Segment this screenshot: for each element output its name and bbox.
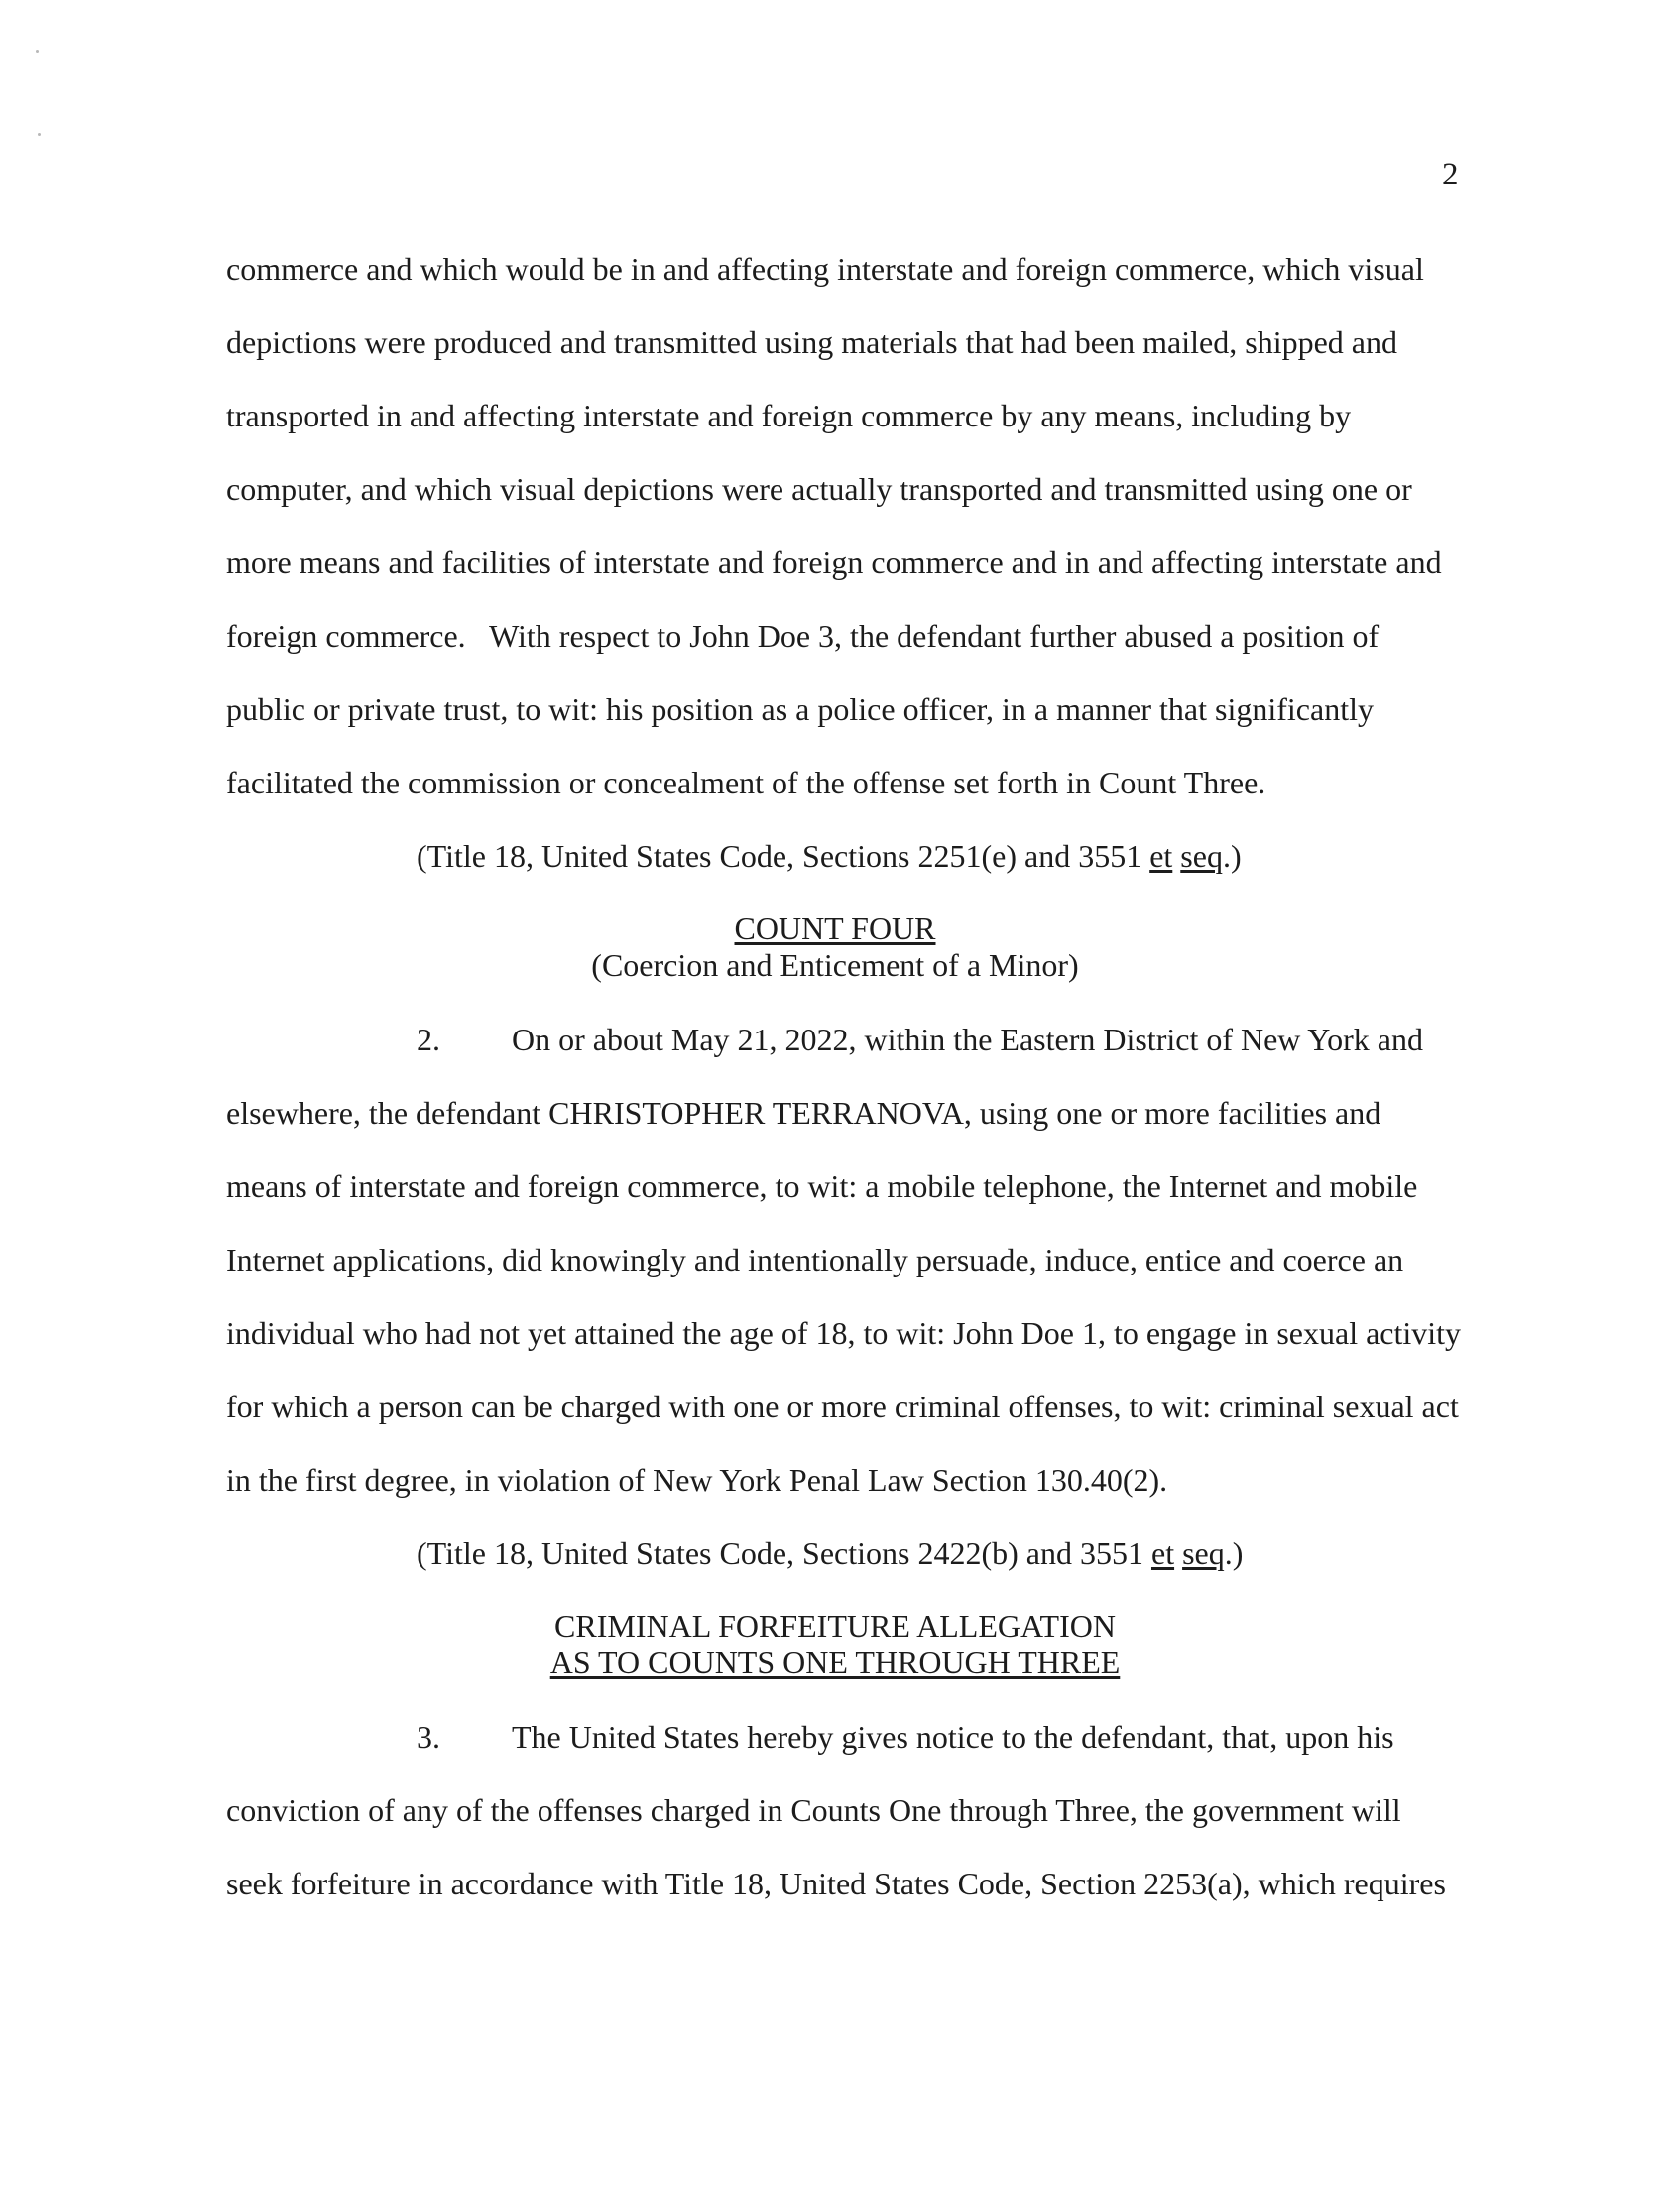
count-title: COUNT FOUR xyxy=(734,911,936,946)
count-subtitle: (Coercion and Enticement of a Minor) xyxy=(591,947,1079,983)
forfeiture-heading xyxy=(0,1608,1680,1644)
citation-text: (Title 18, United States Code, Sections 2422(b) and 3551 xyxy=(417,1535,1151,1571)
body-line: public or private trust, to wit: his position as a police officer, in a manner that significantly xyxy=(226,691,1374,727)
body-line: in the first degree, in violation of New York Penal Law Section 130.40(2). xyxy=(226,1462,1168,1498)
paragraph-number: 3. xyxy=(417,1719,440,1755)
scan-speck xyxy=(38,133,41,136)
forfeiture-title-line2: AS TO COUNTS ONE THROUGH THREE xyxy=(549,1644,1121,1680)
statute-citation xyxy=(417,1534,1243,1572)
count-four-subheading xyxy=(0,947,1680,984)
body-line: conviction of any of the offenses charged in Counts One through Three, the government will xyxy=(226,1792,1401,1828)
citation-suffix: .) xyxy=(1222,838,1242,874)
page-number: 2 xyxy=(1442,157,1459,192)
body-line: seek forfeiture in accordance with Title 18, United States Code, Section 2253(a), which requires xyxy=(226,1866,1446,1901)
body-line: individual who had not yet attained the age of 18, to wit: John Doe 1, to engage in sexual activity xyxy=(226,1315,1462,1351)
citation-text: (Title 18, United States Code, Sections 2251(e) and 3551 xyxy=(417,838,1150,874)
body-line: facilitated the commission or concealment of the offense set forth in Count Three. xyxy=(226,765,1266,800)
body-line: foreign commerce. With respect to John Doe 3, the defendant further abused a position of xyxy=(226,618,1380,654)
body-line: Internet applications, did knowingly and intentionally persuade, induce, entice and coerce an xyxy=(226,1242,1404,1277)
body-line: commerce and which would be in and affecting interstate and foreign commerce, which visual xyxy=(226,251,1424,287)
count-four-heading xyxy=(0,911,1680,947)
citation-seq: seq xyxy=(1182,1535,1225,1571)
body-line: elsewhere, the defendant CHRISTOPHER TERRANOVA, using one or more facilities and xyxy=(226,1095,1381,1131)
body-line: for which a person can be charged with one or more criminal offenses, to wit: criminal sexual act xyxy=(226,1389,1459,1424)
paragraph-first-line: On or about May 21, 2022, within the Eastern District of New York and xyxy=(512,1022,1423,1057)
body-line: more means and facilities of interstate and foreign commerce and in and affecting interstate and xyxy=(226,545,1442,580)
citation-et: et xyxy=(1149,838,1173,874)
forfeiture-title-line1: CRIMINAL FORFEITURE ALLEGATION xyxy=(554,1608,1116,1643)
body-line: transported in and affecting interstate and foreign commerce by any means, including by xyxy=(226,398,1352,433)
body-line: computer, and which visual depictions were actually transported and transmitted using one or xyxy=(226,471,1412,507)
citation-et: et xyxy=(1150,1535,1175,1571)
statute-citation xyxy=(417,837,1242,875)
paragraph-first-line: The United States hereby gives notice to the defendant, that, upon his xyxy=(512,1719,1394,1755)
forfeiture-subheading xyxy=(0,1644,1680,1681)
citation-suffix: .) xyxy=(1224,1535,1244,1571)
body-line: depictions were produced and transmitted using materials that had been mailed, shipped and xyxy=(226,324,1397,360)
scan-speck xyxy=(36,50,39,53)
body-line: means of interstate and foreign commerce, to wit: a mobile telephone, the Internet and mobile xyxy=(226,1168,1418,1204)
paragraph-number: 2. xyxy=(417,1022,440,1057)
citation-seq: seq xyxy=(1180,838,1223,874)
